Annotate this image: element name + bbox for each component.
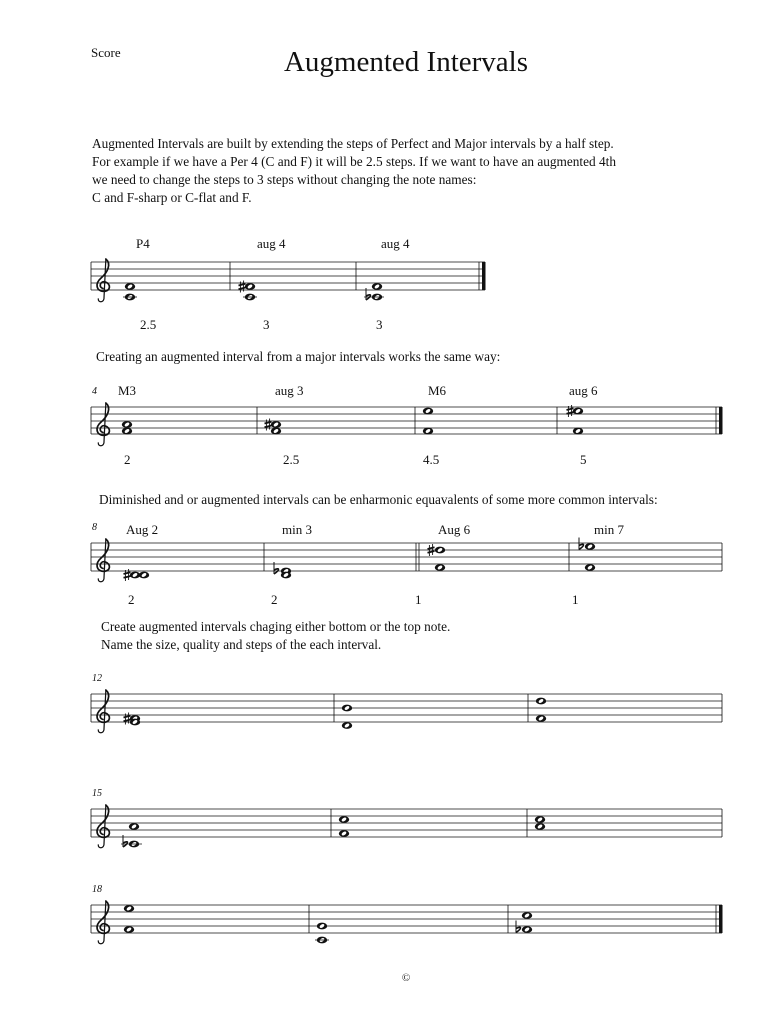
step-count: 3	[376, 317, 383, 332]
whole-note	[522, 926, 532, 933]
step-count: 5	[580, 452, 587, 467]
whole-note	[522, 912, 532, 919]
interval-label: aug 4	[381, 236, 410, 251]
whole-note	[536, 715, 546, 722]
step-count: 2.5	[283, 452, 300, 467]
whole-note	[435, 564, 445, 571]
intro-line: C and F-sharp or C-flat and F.	[92, 190, 252, 205]
interval-label: M3	[118, 383, 137, 398]
staff-system-2	[91, 403, 723, 446]
whole-note	[245, 283, 255, 290]
whole-note	[281, 572, 291, 579]
intro-line: Augmented Intervals are built by extending the steps of Perfect and Major intervals by a half step.	[92, 136, 614, 151]
whole-note	[339, 816, 349, 823]
staff-system-4	[91, 690, 722, 733]
treble-clef-icon	[97, 403, 109, 446]
whole-note	[536, 698, 546, 705]
staff-system-1	[91, 259, 486, 302]
whole-note	[129, 823, 139, 830]
staff-system-6	[91, 901, 723, 944]
measure-number: 8	[92, 522, 97, 533]
step-count: 1	[415, 592, 422, 607]
whole-note	[585, 543, 595, 550]
sharp-icon	[124, 713, 131, 725]
treble-clef-icon	[97, 805, 109, 848]
instruction-line: Create augmented intervals chaging either bottom or the top note.	[101, 619, 451, 634]
text-enharmonic: Diminished and or augmented intervals can be enharmonic equavalents of some more common intervals:	[99, 492, 658, 507]
score-label: Score	[91, 45, 121, 60]
step-count: 4.5	[423, 452, 440, 467]
interval-label: aug 6	[569, 383, 598, 398]
whole-note	[317, 923, 327, 930]
whole-note	[122, 421, 132, 428]
whole-note	[372, 283, 382, 290]
treble-clef-icon	[97, 539, 109, 582]
whole-note	[342, 722, 352, 729]
text-major-intervals: Creating an augmented interval from a major intervals works the same way:	[96, 349, 501, 364]
sharp-icon	[239, 281, 246, 293]
whole-note	[124, 926, 134, 933]
interval-label: aug 3	[275, 383, 304, 398]
whole-note	[423, 408, 433, 415]
whole-note	[535, 823, 545, 830]
step-count: 2	[128, 592, 135, 607]
whole-note	[423, 428, 433, 435]
whole-note	[339, 830, 349, 837]
interval-label: Aug 6	[438, 522, 471, 537]
whole-note	[139, 572, 149, 579]
interval-label: M6	[428, 383, 447, 398]
whole-note	[573, 428, 583, 435]
step-count: 2	[271, 592, 278, 607]
measure-number: 12	[92, 673, 102, 684]
intro-line: For example if we have a Per 4 (C and F) it will be 2.5 steps. If we want to have an augmented 4th	[92, 154, 616, 169]
step-count: 1	[572, 592, 579, 607]
treble-clef-icon	[97, 259, 109, 302]
whole-note	[130, 572, 140, 579]
measure-number: 18	[92, 884, 102, 895]
step-count: 3	[263, 317, 270, 332]
interval-label: Aug 2	[126, 522, 159, 537]
whole-note	[342, 705, 352, 712]
whole-note	[125, 283, 135, 290]
whole-note	[271, 421, 281, 428]
whole-note	[573, 408, 583, 415]
whole-note	[271, 428, 281, 435]
instruction-line: Name the size, quality and steps of the each interval.	[101, 637, 382, 652]
flat-icon	[516, 921, 521, 933]
staff-system-5	[91, 805, 722, 848]
measure-number: 15	[92, 788, 102, 799]
interval-label: aug 4	[257, 236, 286, 251]
step-count: 2	[124, 452, 131, 467]
step-count: 2.5	[140, 317, 157, 332]
interval-label: min 3	[282, 522, 312, 537]
interval-label: min 7	[594, 522, 624, 537]
sharp-icon	[265, 419, 272, 431]
intro-line: we need to change the steps to 3 steps without changing the note names:	[92, 172, 477, 187]
copyright-symbol: ©	[401, 972, 411, 984]
whole-note	[585, 564, 595, 571]
whole-note	[535, 816, 545, 823]
measure-number: 4	[92, 386, 97, 397]
page-title: Augmented Intervals	[283, 46, 528, 78]
whole-note	[124, 905, 134, 912]
treble-clef-icon	[97, 901, 109, 944]
whole-note	[122, 428, 132, 435]
whole-note	[435, 547, 445, 554]
interval-label: P4	[136, 236, 150, 251]
whole-note	[130, 719, 140, 726]
flat-icon	[579, 538, 584, 550]
treble-clef-icon	[97, 690, 109, 733]
staff-system-3	[91, 538, 722, 582]
